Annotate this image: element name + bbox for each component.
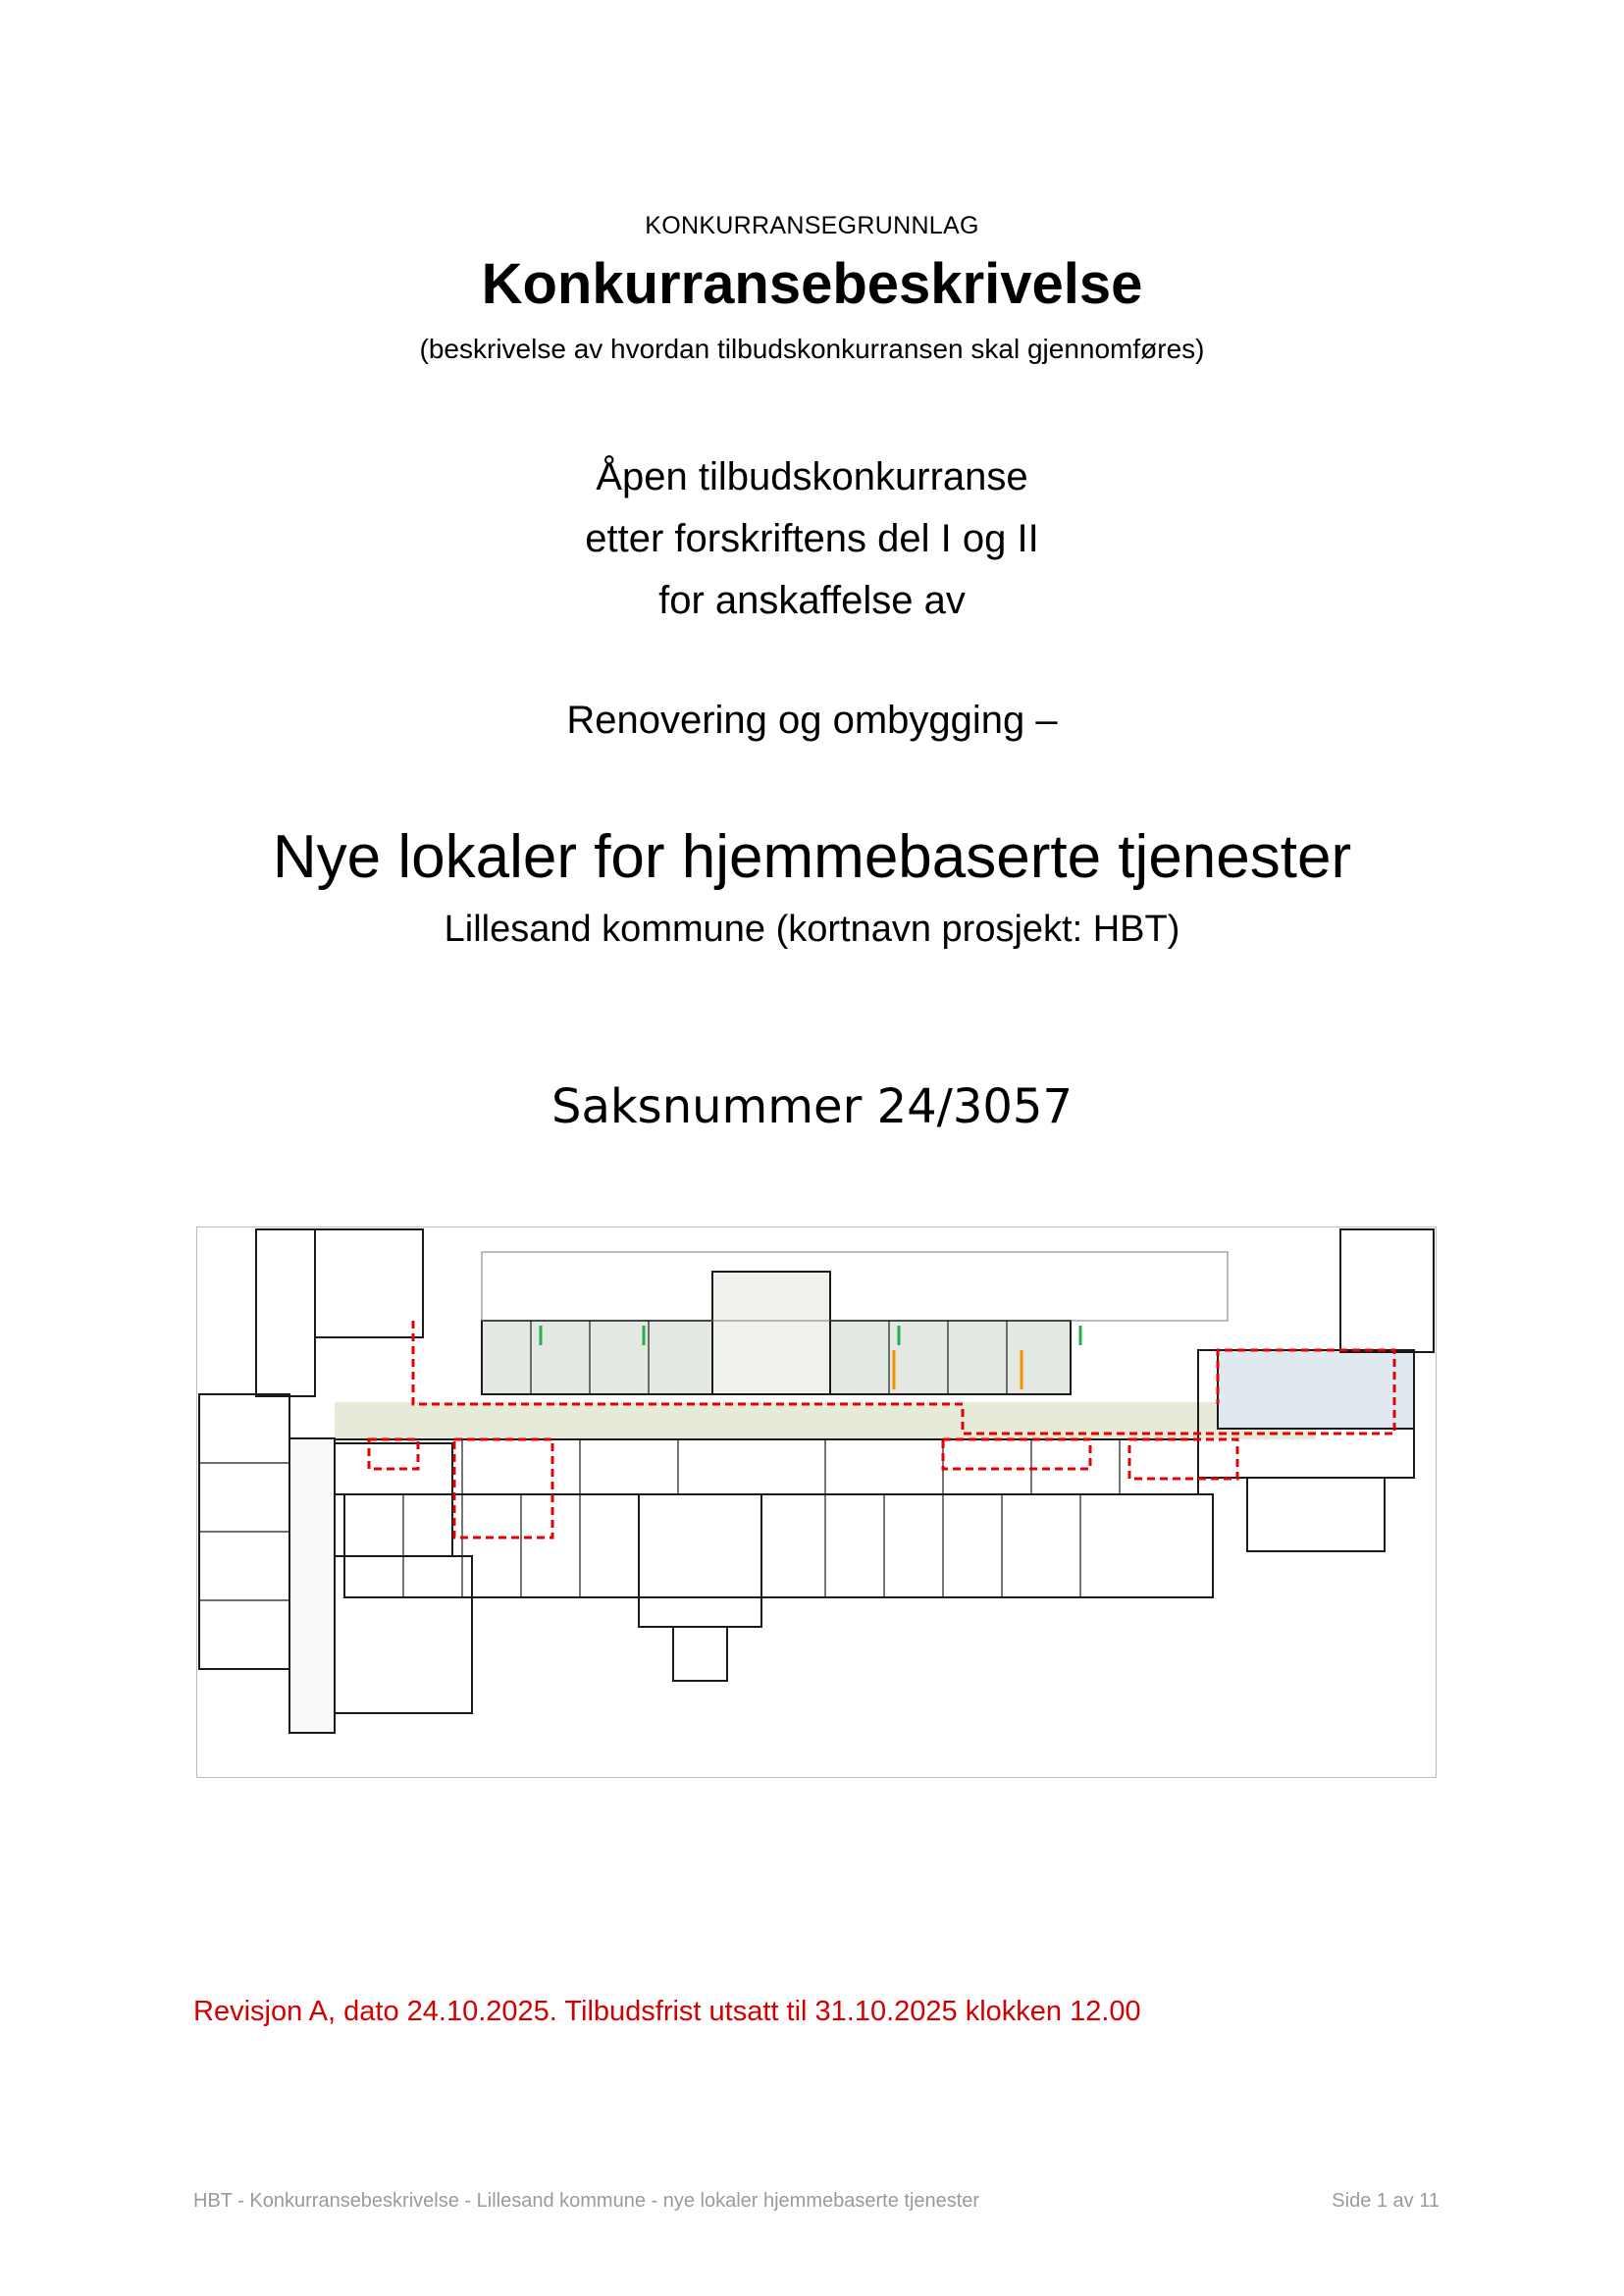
plan-central-hall [639, 1494, 761, 1627]
document-title: Konkurransebeskrivelse [481, 252, 1143, 316]
floor-plan-drawing [197, 1227, 1438, 1779]
plan-northwest-room [315, 1229, 423, 1337]
procurement-line-2: etter forskriftens del I og II [585, 517, 1039, 560]
procurement-line-1: Åpen tilbudskonkurranse [596, 455, 1028, 498]
page-number: Side 1 av 11 [1332, 2190, 1440, 2212]
plan-east-lower [1247, 1478, 1385, 1551]
procurement-line-3: for anskaffelse av [658, 579, 966, 622]
plan-ns-corridor [289, 1438, 335, 1733]
plan-south-row [344, 1494, 1213, 1597]
document-subtitle: (beskrivelse av hvordan tilbudskonkurransen skal gjennomføres) [419, 334, 1205, 364]
plan-sw-wing [335, 1443, 452, 1556]
renovation-line: Renovering og ombygging – [566, 699, 1058, 742]
case-number: Saksnummer 24/3057 [551, 1079, 1073, 1134]
municipality-line: Lillesand kommune (kortnavn prosjekt: HBT) [444, 909, 1180, 950]
plan-middle-rooms [335, 1439, 1198, 1494]
plan-entrance [673, 1627, 727, 1681]
footer-text: HBT - Konkurransebeskrivelse - Lillesand kommune - nye lokaler hjemmebaserte tjenester [193, 2190, 980, 2212]
floor-plan-figure [196, 1226, 1437, 1778]
revision-note: Revisjon A, dato 24.10.2025. Tilbudsfrist utsatt til 31.10.2025 klokken 12.00 [193, 1996, 1141, 2027]
plan-north-offices [482, 1252, 1228, 1321]
project-name: Nye lokaler for hjemmebaserte tjenester [272, 823, 1352, 891]
document-kicker: KONKURRANSEGRUNNLAG [645, 212, 979, 239]
plan-west-tower [256, 1229, 315, 1396]
plan-northeast-tower [1340, 1229, 1434, 1352]
plan-meeting-block [712, 1272, 830, 1394]
plan-east-zone [1218, 1350, 1414, 1429]
